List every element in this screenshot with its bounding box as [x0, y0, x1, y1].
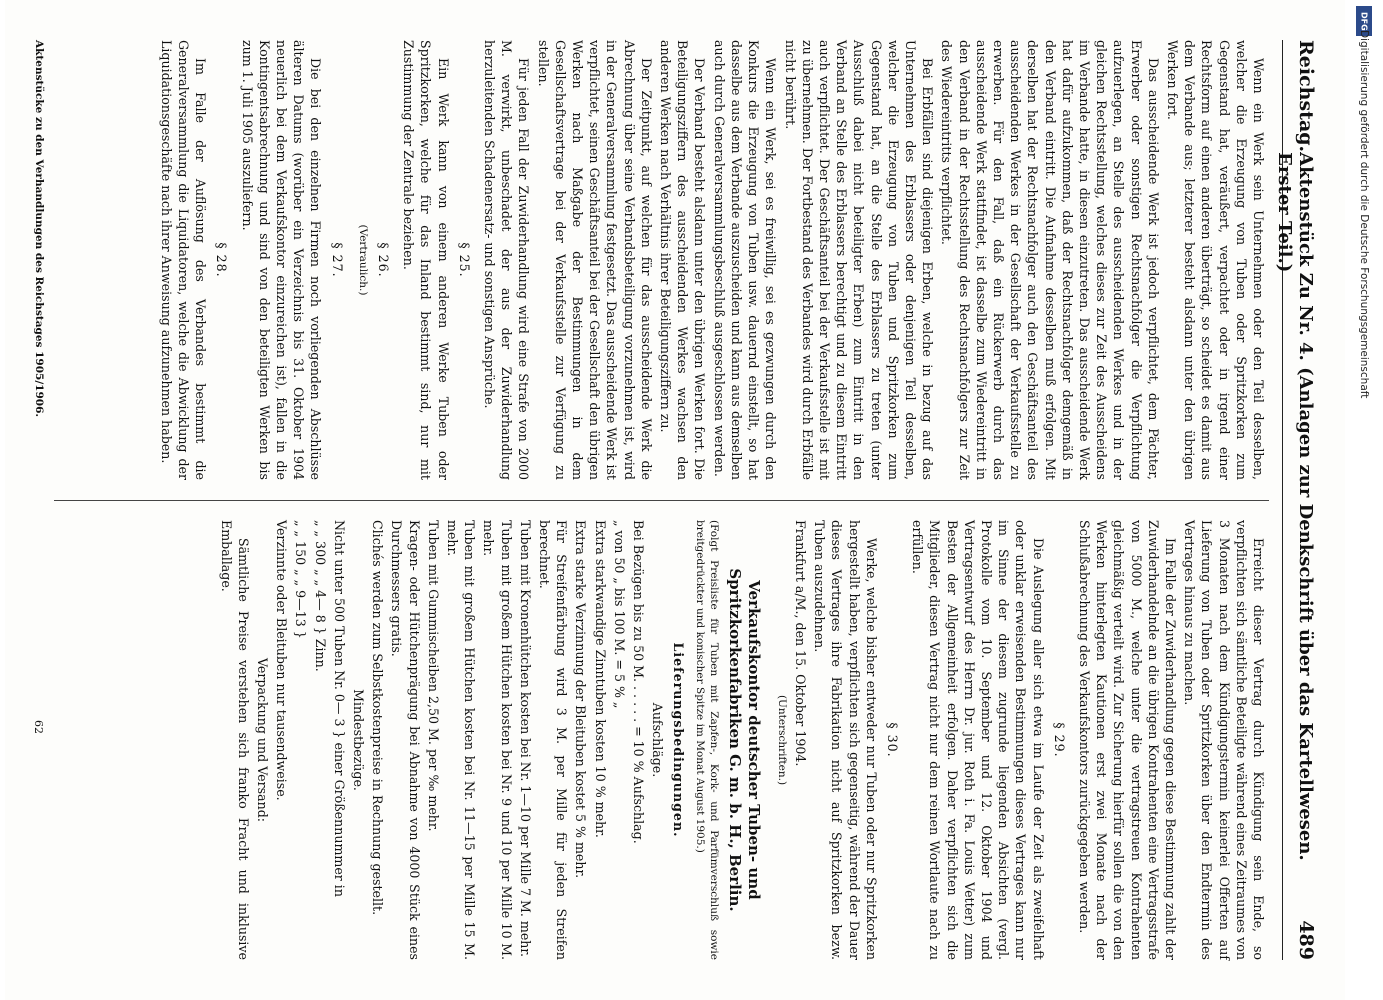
surcharge-line: Tuben mit großem Hütchen kosten bei Nr. 9 und 10 per Mille 10 M. mehr. — [481, 520, 514, 960]
header-title: Aktenstück Zu Nr. 4. (Anlagen zur Denkschrift über das Kartellwesen. Erster Teil.) — [1274, 152, 1316, 861]
paragraph: Wenn ein Werk, sei es freiwillig, sei es gezwungen durch den Konkurs die Erzeugung von Tuben usw. dauernd einstellt, so hat dasselbe aus dem Verbande auszuscheiden und kann aus demselben auch durch Generalversammlungsbeschluß ausgeschlossen werden. — [711, 40, 779, 480]
surcharge-line: Tuben mit Gummischeiben 2,50 M. per ‰ mehr. — [425, 520, 441, 832]
paragraph: Die Auslegung aller sich etwa im Laufe der Zeit als zweifelhaft oder unklar erweisenden Bestimmungen dieses Vertrages kann nur im Sinne der diesem zugrunde liegenden Absichten (vergl. Protokolle vom 10. September und 12. Oktober 1904 und Vertragsentwurf des Herrn Dr. jur. Roth i. Fa. Louis Vetter) zum Besten der Allgemeinheit erfolgen. Daher verpflichten sich die Mitglieder, diesen Vertrag nicht nur dem reinen Wortlaute nach zu erfüllen. — [910, 520, 1046, 960]
section-title: § 29. — [1051, 722, 1067, 758]
paragraph: Die bei den einzelnen Firmen noch vorliegenden Abschlüsse älteren Datums (worüber ein Verzeichnis bis 31. Oktober 1904 neuerlich bei dem Verkaufskontor einzureichen ist), fallen in die Kontingentsabrechnung und sind von den beteiligten Werken bis zum 1. Juli 1905 auszuliefern. — [239, 40, 324, 480]
minimum-line: Nicht unter 500 Tuben Nr. 0— 3 } einer Größennummer in — [331, 520, 347, 897]
surcharge-line: Kragen- oder Hütchenprägung bei Abnahme von 4000 Stück eines Durchmessers gratis. — [389, 520, 422, 960]
signature-note: (Unterschriften.) — [775, 694, 788, 786]
section-note: (Vertraulich.) — [356, 224, 369, 296]
header-left: Reichstag. — [1295, 40, 1317, 153]
page-footer: Aktenstücke zu den Verhandlungen des Reichstages 1905/1906. — [33, 40, 45, 418]
paragraph: Im Falle der Auflösung des Verbandes bestimmt die Generalversammlung die Liquidatoren, welche die Abwicklung der Liquidationsgeschäfte nach ihrer Anweisung aufzunehmen haben. — [158, 40, 209, 480]
minimum-title: Mindestbezüge. — [351, 689, 367, 791]
surcharge-line: Für Streifenfärbung wird 3 M. per Mille für jeden Streifen berechnet. — [537, 520, 570, 960]
left-column — [156, 40, 1267, 480]
surcharges-title: Aufschläge. — [650, 702, 666, 778]
paragraph: Für jeden Fall der Zuwiderhandlung wird eine Strafe von 2000 M. verwirkt, unbeschadet der aus der Zuwiderhandlung herzuleitenden Schadenersatz- und sonstigen Ansprüche. — [482, 40, 532, 480]
minimum-line: Verzinnte oder Bleituben nur tausendweise. — [274, 520, 290, 801]
section-title: § 27. — [329, 242, 345, 278]
surcharge-line: Tuben mit großem Hütchen kosten bei Nr. 11—15 per Mille 15 M. mehr. — [445, 520, 478, 960]
section-title: § 30. — [884, 722, 900, 758]
dfg-logo: DFG — [1356, 6, 1372, 36]
paragraph: Bei Erbfällen sind diejenigen Erben, welche in bezug auf das Unternehmen des Erblassers oder denjenigen Teil desselben, welcher die Erzeugung von Tuben und Spritzkorken zum Gegenstand hat, an die Stelle des Erblassers zu treten (unter Ausschluß dabei nicht beteiligter Erben) zum Eintritt in den Verband an Stelle des Erblassers berechtigt und zu diesem Eintritt auch verpflichtet. Der Geschäftsanteil bei der Verkaufsstelle ist mit zu übernehmen. Der Fortbestand des Verbandes wird durch Erbfälle nicht berührt. — [782, 40, 936, 480]
surcharge-line: Tuben mit Kronenhütchen kosten bei Nr. 1—10 per Mille 7 M. mehr. — [517, 520, 533, 958]
signature-place-date: Frankfurt a/M., den 15. Oktober 1904. — [792, 520, 808, 767]
sheet-number: 62 — [32, 720, 45, 734]
surcharge-line: Extra starkwandige Zinntuben kosten 10 % mehr. — [592, 520, 608, 838]
section-title: § 25. — [456, 242, 472, 278]
minimum-line: „ „ 300 „ „ 4— 8 } Zinn. — [312, 520, 328, 672]
price-section-heading: Verkaufskontor deutscher Tuben- und Spritzkorkenfabriken G. m. b. H., Berlin. — [725, 568, 763, 912]
delivery-terms-title: Lieferungsbedingungen. — [670, 642, 686, 838]
surcharge-line: Extra starke Verzinnung der Bleituben kostet 5 % mehr. — [573, 520, 589, 879]
paragraph: Der Zeitpunkt, auf welchen für das ausscheidende Werk die Abrechnung über seine Verbandsbeteiligung vorzunehmen ist, wird in der Generalversammlung festgesetzt. Das ausscheidende Werk ist verpflichtet, seinen Geschäftsanteil bei der Gesellschaft den übrigen Werken nach Maßgabe der Bestimmungen in dem Gesellschaftsvertrage bei der Verkaufsstelle zur Verfügung zu stellen. — [535, 40, 654, 480]
paragraph: Erreicht dieser Vertrag durch Kündigung sein Ende, so verpflichten sich sämtliche Beteiligte während eines Zeitraumes von 3 Monaten nach dem Kündigungstermin keinerlei Offerten auf Lieferung von Tuben oder Spritzkorken über den Endtermin des Vertrages hinaus zu machen. — [1182, 520, 1266, 960]
price-section-intro: (Folgt Preisliste für Tuben mit Zapfen-, Kork- und Parfümverschluß sowie breitgedrückter und konischer Spitze im Monat August 1905.) — [693, 520, 720, 960]
section-title: § 28. — [214, 242, 230, 278]
paragraph: Werke, welche bisher entweder nur Tuben oder nur Spritzkorken hergestellt haben, verpflichten sich gegenseitig, während der Dauer dieses Vertrages ihre Fabrikation nicht auf Spritzkorken bezw. Tuben auszudehnen. — [812, 520, 879, 960]
right-column — [215, 520, 1267, 960]
packing-text: Sämtliche Preise verstehen sich franko Fracht und inklusive Emballage. — [218, 520, 251, 960]
paragraph: Wenn ein Werk sein Unternehmen oder den Teil desselben, welcher die Erzeugung von Tuben oder Spritzkorken zum Gegenstand hat, veräußert, verpachtet oder in irgend einer Rechtsform auf einen anderen überträgt, so scheidet es damit aus dem Verbande aus; letzterer besteht alsdann unter den übrigen Werken fort. — [1164, 40, 1266, 480]
paragraph: Im Falle der Zuwiderhandlung gegen diese Bestimmung zahlt der Zuwiderhandelnde an die übrigen Kontrahenten eine Vertragsstrafe von 5000 M., welche unter die vertragstreuen Kontrahenten gleichmäßig verteilt wird. Zur Sicherung hierfür sollen die von den Werken hinterlegten Kautionen erst zwei Monate nach der Schlußabrechnung des Verkaufskontors zurückgegeben werden. — [1076, 520, 1178, 960]
surcharge-line: Clichés werden zum Selbstkostenpreise in Rechnung gestellt. — [370, 520, 386, 916]
surcharge-line: Bei Bezügen bis zu 50 M. . . . . . = 10 % Aufschlag. — [631, 520, 647, 844]
section-title: § 26. — [376, 242, 392, 278]
packing-title: Verpackung und Versand: — [255, 657, 271, 823]
paragraph: Das ausscheidende Werk ist jedoch verpflichtet, dem Pächter, Erwerber oder sonstigen Rechtsnachfolger die Verpflichtung aufzuerlegen, an Stelle des ausscheidenden Werkes und in der gleichen Rechtsstellung, welches dieses zur Zeit des Ausscheidens im Verbande hatte, in diesen einzutreten. Das ausscheidende Werk hat dafür aufzukommen, daß der Rechtsnachfolger demgemäß in den Verband eintritt. Die Aufnahme desselben muß erfolgen. Mit derselben hat der Rechtsnachfolger auch den Geschäftsanteil des ausscheidenden Werkes in der Gesellschaft der Verkaufsstelle zu erwerben. Für den Fall, daß ein Rückerwerb durch das ausscheidende Werk stattfindet, ist dasselbe zum Wiedereintritt in den Verband in der Rechtsstellung des Rechtsnachfolgers zur Zeit des Wiedereintritts verpflichtet. — [939, 40, 1161, 480]
page-number: 489 — [1295, 920, 1317, 960]
minimum-line: „ „ 150 „ „ 9—13 } — [293, 520, 309, 639]
column-divider — [54, 500, 1269, 501]
page-header — [1274, 40, 1317, 960]
document-page — [5, 0, 1345, 1000]
surcharge-line: „ von 50 „ bis 100 M. = 5 % „ — [611, 520, 627, 709]
digitization-credit: Digitalisierung gefördert durch die Deutsche Forschungsgemeinschaft — [1358, 30, 1370, 399]
paragraph: Ein Werk kann von einem anderen Werke Tuben oder Spritzkorken, welche für das Inland bestimmt sind, nur mit Zustimmung der Zentrale beziehen. — [401, 40, 451, 480]
paragraph: Der Verband besteht alsdann unter den übrigen Werken fort. Die Beteiligungsziffern des ausscheidenden Werkes wachsen den anderen Werken nach Verhältnis ihrer Beteiligungsziffern zu. — [658, 40, 708, 480]
